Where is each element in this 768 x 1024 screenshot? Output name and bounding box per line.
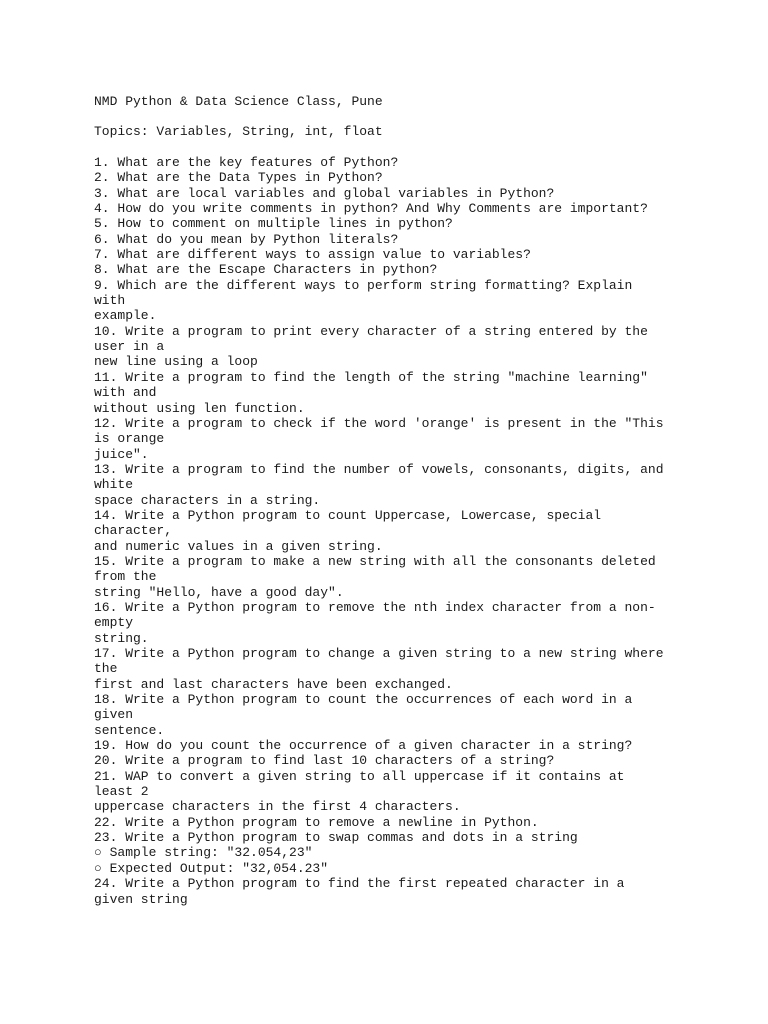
question-line: 22. Write a Python program to remove a newline in Python. xyxy=(94,814,539,830)
question-line: uppercase characters in the first 4 characters. xyxy=(94,799,461,815)
question-line: empty xyxy=(94,615,134,631)
question-line: ○ Sample string: "32.054,23" xyxy=(94,845,313,861)
question-line: 12. Write a program to check if the word 'orange' is present in the "This xyxy=(94,415,664,431)
topics-line: Topics: Variables, String, int, float xyxy=(94,124,383,139)
question-line: 5. How to comment on multiple lines in python? xyxy=(94,216,453,232)
question-line: character, xyxy=(94,523,173,539)
question-line: 1. What are the key features of Python? xyxy=(94,155,399,170)
question-line: new line using a loop xyxy=(94,354,258,370)
question-line: string "Hello, have a good day". xyxy=(94,584,344,600)
question-line: with xyxy=(94,293,126,309)
question-line: example. xyxy=(94,308,157,324)
question-line: 21. WAP to convert a given string to all uppercase if it contains at xyxy=(94,768,625,784)
question-line: 15. Write a program to make a new string with all the consonants deleted xyxy=(94,553,656,569)
question-line: 11. Write a program to find the length of the string "machine learning" xyxy=(94,369,648,385)
question-line: white xyxy=(94,477,134,493)
question-line: string. xyxy=(94,630,149,646)
question-line: space characters in a string. xyxy=(94,492,321,508)
question-line: given string xyxy=(94,891,188,907)
question-line: juice". xyxy=(94,446,149,462)
question-line: 8. What are the Escape Characters in python? xyxy=(94,262,438,278)
question-line: 6. What do you mean by Python literals? xyxy=(94,231,399,247)
question-line: the xyxy=(94,661,118,677)
question-line: 14. Write a Python program to count Uppercase, Lowercase, special xyxy=(94,507,602,523)
question-line: 18. Write a Python program to count the occurrences of each word in a xyxy=(94,692,633,708)
question-line: from the xyxy=(94,569,157,585)
question-line: and numeric values in a given string. xyxy=(94,538,383,554)
question-line: user in a xyxy=(94,339,165,355)
question-line: 4. How do you write comments in python? And Why Comments are important? xyxy=(94,201,648,217)
question-line: 2. What are the Data Types in Python? xyxy=(94,170,383,186)
question-line: ○ Expected Output: "32,054.23" xyxy=(94,860,329,876)
question-line: 9. Which are the different ways to perform string formatting? Explain xyxy=(94,277,633,293)
question-line: given xyxy=(94,707,134,723)
question-line: 17. Write a Python program to change a given string to a new string where xyxy=(94,646,664,661)
question-line: without using len function. xyxy=(94,400,305,416)
question-line: 7. What are different ways to assign value to variables? xyxy=(94,247,531,263)
question-line: 3. What are local variables and global variables in Python? xyxy=(94,185,555,201)
question-line: is orange xyxy=(94,431,165,447)
question-list xyxy=(94,155,664,907)
question-line: 20. Write a program to find last 10 characters of a string? xyxy=(94,753,555,769)
question-line: 23. Write a Python program to swap commas and dots in a string xyxy=(94,830,578,846)
question-line: 10. Write a program to print every character of a string entered by the xyxy=(94,323,648,339)
question-line: with and xyxy=(94,385,157,401)
question-line: sentence. xyxy=(94,722,165,738)
document-header: NMD Python & Data Science Class, Pune xyxy=(94,94,383,109)
question-line: 19. How do you count the occurrence of a given character in a string? xyxy=(94,738,633,754)
question-line: 16. Write a Python program to remove the nth index character from a non- xyxy=(94,599,656,615)
question-line: 13. Write a program to find the number of vowels, consonants, digits, and xyxy=(94,461,664,477)
question-line: first and last characters have been exchanged. xyxy=(94,676,453,692)
question-line: 24. Write a Python program to find the first repeated character in a xyxy=(94,876,625,892)
question-line: least 2 xyxy=(94,784,149,800)
